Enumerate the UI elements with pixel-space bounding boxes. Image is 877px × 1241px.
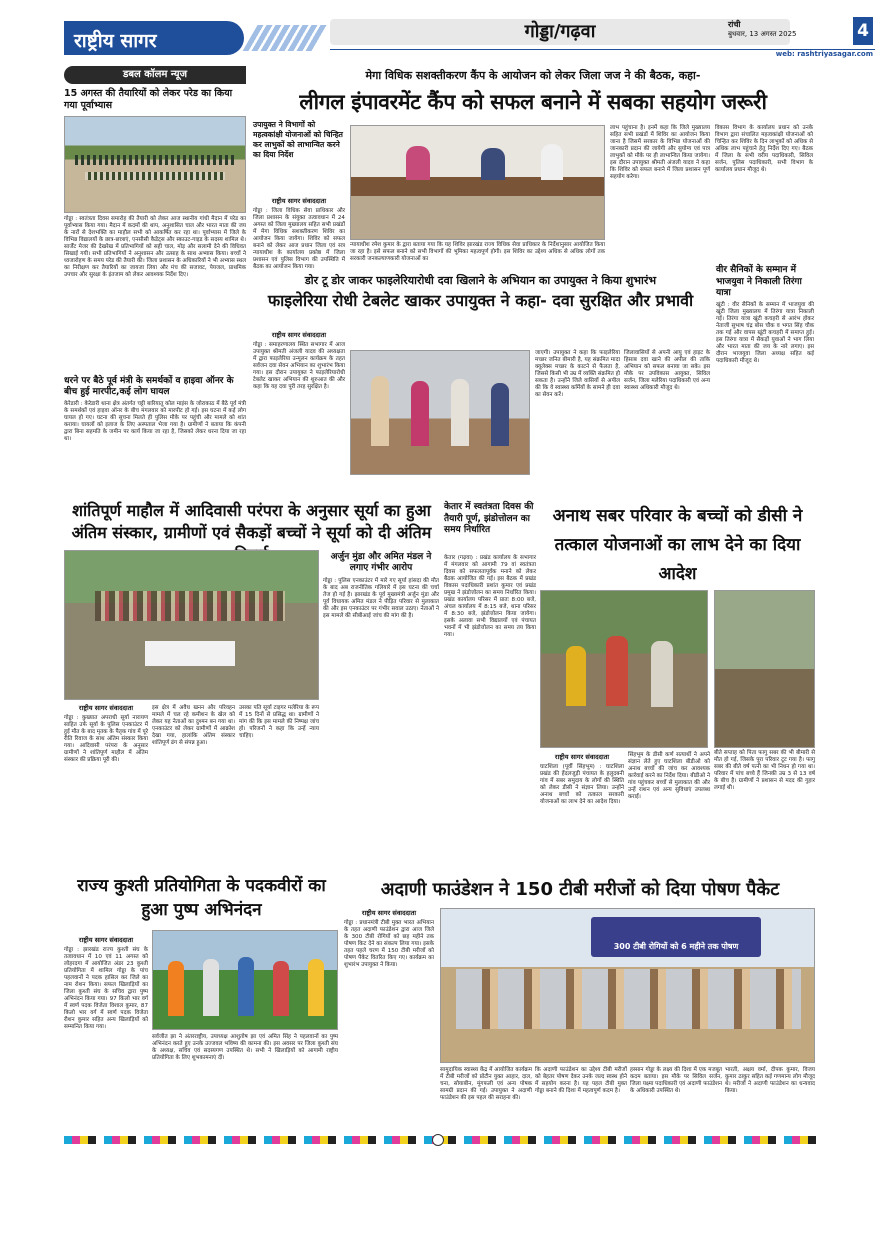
anath-photo-small (714, 590, 815, 748)
adani-col4: हस्सान गोड्डा के लक्ष्य की दिशा में एक मजबूत कदम बताया। इस मौके पर सिविल सर्जन, जिला यक्ष्मा पदाधिकारी एवं अदाणी फाउंडेशन के अधिकारी उपस्थित थे। (630, 1067, 722, 1094)
masthead (60, 17, 877, 61)
kedar-body: केतार (गढ़वा) : प्रखंड कार्यालय के सभागार में मंगलवार को आगामी 79 वां स्वतंत्रता दिवस को सफलतापूर्वक मनाने को लेकर बैठक आयोजित की गई। इस बैठक में प्रखंड विकास पदाधिकारी प्रशांत कुमार एवं प्रखंड प्रमुख ने झंडोत्तोलन का समय निर्धारित किया। प्रखंड कार्यालय परिसर में प्रातः 8:00 बजे, अंचल कार्यालय में 8:15 बजे, थाना परिसर में 8:30 बजे, झंडोत्तोलन किया जायेगा। इसके अलावा सभी विद्यालयों एवं पंचायत भवनों में भी झंडोत्तोलन का समय तय किया गया। (444, 555, 536, 638)
filaria-kicker: डोर टू डोर जाकर फाइलेरियारोधी दवा खिलाने के अभियान का उपायुक्त ने किया शुभारंभ (304, 274, 657, 287)
adivasi-col4: गोड्डा : पुलिस एनकाउंटर में मारे गए सूर्या हांसदा की मौत के बाद अब राजनीतिक गलियारे में इस घटना की चर्चा तेज हो गई है। झारखंड के पूर्व मुख्यमंत्री अर्जुन मुंडा और पूर्व विधायक अमित मंडल ने पीड़ित परिवार से मुलाकात की और इस एनकाउंटर पर गंभीर सवाल उठाए। नेताओं ने इस मामले की सीबीआई जांच की मांग की है। (323, 578, 439, 619)
top-subhead: उपायुक्त ने विभागों को महत्वकांक्षी योजनाओं को चिन्हित कर लाभुकों को लाभान्वित करने का दिया निर्देश (253, 120, 343, 159)
page-number: 4 (857, 21, 869, 41)
section-banner (330, 19, 790, 45)
adani-banner-text: 300 टीबी रोगियों को 6 महीने तक पोषण (613, 942, 739, 951)
anath-col3: बीते सप्ताह को पिता फागु सबर की भी बीमारी से मौत हो गई, जिसके पूरा परिवार टूट गया है। फागु सबर की बीते वर्ष पत्नी का भी निधन हो गया था। परिवार में पांच बच्चे हैं जिनकी उम्र 3 से 13 वर्ष के बीच है। ग्रामीणों ने प्रशासन से मदद की गुहार लगाई थी। (714, 750, 815, 791)
filaria-col2: जाएगी। उपायुक्त ने कहा कि फाइलेरिया मच्छर जनित बीमारी है, यह संक्रमित मादा क्यूलेक्स मच्छर के काटने से फैलता है, जिससे किसी भी उम्र में व्यक्ति संक्रमित हो सकता है। उन्होंने जिले वासियों से अपील की कि वे स्वास्थ्य कर्मियों के सामने ही दवा का सेवन करें। (535, 350, 620, 398)
adani-photo (440, 908, 815, 1063)
section-title: गोड्डा/गढ़वा (524, 21, 596, 42)
top-kicker: मेगा विधिक सशक्तीकरण कैंप के आयोजन को लेकर जिला जज ने की बैठक, कहा- (365, 69, 701, 82)
parade-headline: 15 अगस्त की तैयारियों को लेकर परेड का किया गया पूर्वाभ्यास (64, 88, 233, 111)
anath-photo (540, 590, 708, 748)
top-col1: गोड्डा : जिला विधिक सेवा प्राधिकार और जिला प्रशासन के संयुक्त तत्वावधान में 24 अगस्त को जिला मुख्यालय सहित सभी प्रखंडों में मेगा विधिक सशक्तीकरण शिविर का आयोजन किया जायेगा। शिविर को सफल बनाने को लेकर आज प्रधान जिला एवं सत्र न्यायाधीश के कार्यालय प्रकोष्ठ में जिला प्रशासन एवं पुलिस विभाग की उपस्थिति में बैठक का आयोजन किया गया। (253, 208, 345, 270)
top-col4: विकास विभाग के कार्यालय प्रधान को उनके विभाग द्वारा संचालित महत्वकांक्षी योजनाओं को चिन्हित कर शिविर के दिन लाभुकों को अधिक से अधिक लाभ पहुंचाने हेतु निर्देश दिए गए। बैठक में जिला के सभी वरीय पदाधिकारी, सिविल सर्जन, पुलिस पदाधिकारी, सभी विभाग के कार्यालय प्रधान मौजूद थे। (715, 125, 813, 173)
adani-col3: कि अदाणी फाउंडेशन का उद्देश्य टीबी मरीजों को बेहतर पोषण देकर उनके जल्द स्वस्थ होने में सहयोग करना है। यह पहल टीबी मुक्त गोड्डा बनाने की दिशा में महत्वपूर्ण कदम है। (535, 1067, 627, 1094)
parade-body: गोड्डा : स्वतंत्रता दिवस समारोह की तैयारी को लेकर आज स्थानीय गांधी मैदान में परेड का पूर्वाभ्यास किया गया। मैदान में कदमों की थाप, अनुशासित चाल और भारत माता की जय के नारों से देशभक्ति का माहौल सभी को आकर्षित कर रहा था। पूर्वाभ्यास में जिले के विभिन्न विद्यालयों के छात्र-छात्राएं, एनसीसी कैडेट्स और स्काउट-गाइड के सदस्य शामिल थे। सार्जेंट मेजर की देखरेख में प्रतिभागियों को सही चाल, मोड़ और सलामी देने की विधिवत सिखाई गयी। सभी प्रतिभागियों ने अनुशासन और उत्साह के साथ अभ्यास किया। बच्चों ने ध्वजारोहण के समय परेड की तैयारी की। जिला प्रशासन के अधिकारियों ने भी अभ्यास स्थल का निरीक्षण कर तैयारियों का जायजा लिया और मंच की सजावट, पेयजल, प्राथमिक उपचार और सुरक्षा के इंतजाम को लेकर आवश्यक निर्देश दिए। (64, 216, 246, 278)
veer-body: खूंटी : वीर सैनिकों के सम्मान में भाजयुवा की खूंटी जिला मुख्यालय में तिरंगा यात्रा निकाली गई। तिरंगा यात्रा खूंटी कचहरी से आरंभ होकर नेताजी सुभाष चंद्र बोस चौक व भगत सिंह चौक तक गई और वापस खूंटी कचहरी में समाप्त हुई। इस तिरंगा यात्रा में सैकड़ों युवाओं ने भाग लिया और भारत माता की जय के नारे लगाए। इस दौरान भाजयुवा जिला अध्यक्ष सहित कई पदाधिकारी मौजूद थे। (716, 302, 814, 364)
adivasi-photo (64, 550, 319, 700)
web-bar (330, 49, 875, 59)
filaria-headline: फाइलेरिया रोधी टेबलेट खाकर उपायुक्त ने कहा- दवा सुरक्षित और प्रभावी (267, 291, 694, 310)
kushti-byline: राष्ट्रीय सागर संवाददाता (78, 936, 134, 944)
adani-col1: गोड्डा : प्रधानमंत्री टीबी मुक्त भारत अभियान के तहत अदाणी फाउंडेशन द्वारा आज जिले के 300 टीबी रोगियों को छह महीने तक पोषण किट देने का संकल्प लिया गया। इसके तहत पहले चरण में 150 टीबी मरीजों को पोषण पैकेट वितरित किए गए। कार्यक्रम का शुभारंभ उपायुक्त ने किया। (344, 920, 434, 968)
filaria-byline: राष्ट्रीय सागर संवाददाता (271, 331, 327, 339)
dharna-headline: धरने पर बैठे पूर्व मंत्री के समर्थकों व हाइवा ऑनर के बीच हुई मारपीट,कई लोग घायल (64, 376, 234, 397)
kushti-headline: राज्य कुश्ती प्रतियोगिता के पदकवीरों का हुआ पुष्प अभिनंदन (77, 876, 326, 920)
adani-banner (591, 917, 761, 957)
adani-col2: सामुदायिक स्वास्थ्य केंद्र में आयोजित कार्यक्रम में टीबी मरीजों को प्रोटीन युक्त आहार, दाल, चना, सोयाबीन, मूंगफली एवं अन्य पोषक सामग्री प्रदान की गई। उपायुक्त ने अदाणी फाउंडेशन की इस पहल की सराहना की। (440, 1067, 532, 1101)
web-url: web: rashtriyasagar.com (775, 50, 873, 58)
veer-headline: वीर सैनिकों के सम्मान में भाजयुवा ने निकाली तिरंगा यात्रा (716, 265, 802, 298)
filaria-col3: जिलावासियों से अपनी आयु एवं हाइट के हिसाब दवा खाने की अपील की ताकि अभियान को सफल बनाया जा सके। इस मौके पर उपविकास आयुक्त, सिविल सर्जन, जिला मलेरिया पदाधिकारी एवं अन्य स्वास्थ्य अधिकारी मौजूद थे। (624, 350, 710, 391)
top-byline: राष्ट्रीय सागर संवाददाता (271, 197, 327, 205)
parade-photo (64, 116, 246, 213)
filaria-col1: गोड्डा : समाहरणालय स्थित सभागार में आज उपायुक्त श्रीमती अंजली यादव की अध्यक्षता में द्वारा फाइलेरिया उन्मूलन कार्यक्रम के तहत सर्वजन दवा सेवन अभियान का शुभारंभ किया गया। इस दौरान उपायुक्त ने फाइलेरियारोधी टेबलेट खाकर अभियान की शुरुआत की और कहा कि यह दवा पूरी तरह सुरक्षित है। (253, 342, 345, 390)
anath-col1: घाटशिला (पूर्वी सिंहभूम) : घाटशिला प्रखंड की हेंदलजुड़ी पंचायत के हलुदबनी गांव में सबर समुदाय के लोगों की स्थिति को लेकर डीसी ने संज्ञान लिया। उन्होंने अनाथ बच्चों को तत्काल सरकारी योजनाओं का लाभ देने का आदेश दिया। (540, 764, 624, 805)
page-number-box (853, 17, 873, 45)
kushti-photo (152, 930, 338, 1030)
double-column-label (64, 66, 246, 84)
top-headline: लीगल इंपावरमेंट कैंप को सफल बनाने में सबका सहयोग जरूरी (299, 90, 767, 114)
dharna-body: केरेडारी : केरेडारी थाना क्षेत्र अंतर्गत चट्टी बारियातू कोल माइंस के जोराकाठ में बैठे पूर्व मंत्री के समर्थकों एवं हाइवा ऑनर के बीच मंगलवार को मारपीट हो गई। इस घटना में कई लोग घायल हो गए। घटना की सूचना मिलते ही पुलिस मौके पर पहुंची और मामले को शांत कराया। घायलों को इलाज के लिए अस्पताल भेजा गया है। ग्रामीणों ने बताया कि कंपनी द्वारा बिना सहमति के जमीन पर कार्य किया जा रहा है, जिसको लेकर धरना दिया जा रहा था। (64, 401, 246, 442)
paper-name: राष्ट्रीय सागर (74, 30, 157, 52)
kushti-col1: गोड्डा : झारखंड राज्य कुश्ती संघ के तत्वावधान में 10 एवं 11 अगस्त को लोहरदगा में आयोजित अंडर 23 कुश्ती प्रतियोगिता में शामिल गोड्डा के पांच पहलवानों ने पदक हासिल कर जिले का नाम रोशन किया। सफल खिलाड़ियों का जिला कुश्ती संघ के सचिव द्वारा पुष्प अभिनंदन किया गया। 97 किलो भार वर्ग में स्वर्ण पदक विजेता विशाल कुमार, 87 किलो भार वर्ग में स्वर्ण पदक विजेता रौशन कुमार सहित अन्य खिलाड़ियों को सम्मानित किया गया। (64, 947, 148, 1030)
date: बुधवार, 13 अगस्त 2025 (728, 30, 797, 38)
filaria-photo (350, 350, 530, 475)
footer-registration-icon (432, 1134, 444, 1146)
adani-byline: राष्ट्रीय सागर संवाददाता (361, 909, 417, 917)
top-col2: न्यायाधीश रमेश कुमार के द्वारा बताया गया कि यह शिविर झारखंड राज्य विधिक सेवा प्राधिकार के निर्देशानुसार आयोजित किया जा रहा है। इसे सफल बनाने को सभी विभागों की भूमिका महत्वपूर्ण होगी। इस शिविर का उद्देश्य अधिक से अधिक लोगों तक सरकारी जनकल्याणकारी योजनाओं का (350, 242, 605, 262)
masthead-dots-icon (242, 25, 327, 51)
top-photo-meeting (350, 125, 605, 240)
top-col3: लाभ पहुंचाना है। इनमें कहा कि जिले मुख्यालय सहित सभी प्रखंडों में शिविर का आयोजन किया जाना है जिसमें सरकार के विभिन्न योजनाओं की जानकारी प्रदान की जायेगी और सुयोग्य एवं पात्र लाभुकों को मौके पर ही लाभान्वित किया जायेगा। इस दौरान उपायुक्त श्रीमती अंजली यादव ने कहा कि शिविर को सफल बनाने में जिला प्रशासन पूर्ण सहयोग करेगा। (610, 125, 710, 180)
adivasi-col1: गोड्डा : कुख्यात अपराधी सूर्या नारायण साहित उर्फ सूर्या के पुलिस एनकाउंटर में हुई मौत के बाद मृतक के पैतृक गांव में पूरे रीति रिवाज के साथ अंतिम संस्कार किया गया। आदिवासी परंपरा के अनुसार ग्रामीणों ने शांतिपूर्ण माहौल में अंतिम संस्कार की प्रक्रिया पूरी की। (64, 715, 148, 763)
anath-headline: अनाथ सबर परिवार के बच्चों को डीसी ने तत्काल योजनाओं का लाभ देने का दिया आदेश (552, 506, 803, 584)
adivasi-byline: राष्ट्रीय सागर संवाददाता (78, 704, 134, 712)
adani-headline: अदाणी फाउंडेशन ने 150 टीबी मरीजों को दिया पोषण पैकेट (380, 879, 780, 900)
city: रांची (728, 20, 741, 29)
kushti-col2: सर्वजीत झा ने अंतरराष्ट्रीय, उपाध्यक्ष आशुतोष झा एवं अमित सिंह ने पहलवानों का पुष्प अभिनंदन करते हुए उनके उज्जवल भविष्य की कामना की। इस अवसर पर जिला कुश्ती संघ के अध्यक्ष, सचिव एवं सदस्यगण उपस्थित थे। सभी ने खिलाड़ियों को आगामी राष्ट्रीय प्रतियोगिता के लिए शुभकामनाएं दीं। (152, 1034, 338, 1061)
anath-byline: राष्ट्रीय सागर संवाददाता (554, 753, 610, 761)
kedar-headline: केतार में स्वतंत्रता दिवस की तैयारी पूर्ण, झंडोत्तोलन का समय निर्धारित (444, 502, 534, 535)
adani-col5: भारती, अक्षय वर्मा, दीपक कुमार, विजय कुमार ठाकुर सहित कई गणमान्य लोग मौजूद थे। मरीजों ने अदाणी फाउंडेशन का धन्यवाद किया। (725, 1067, 815, 1094)
adivasi-headline: शांतिपूर्ण माहौल में आदिवासी परंपरा के अनुसार सूर्या का हुआ अंतिम संस्कार, ग्रामीणों एवं सैकड़ों बच्चों ने सूर्या को दी अंतिम (71, 501, 432, 542)
double-column-label-text: डबल कॉलम न्यूज (122, 69, 187, 80)
adivasi-subhead: अर्जुन मुंडा और अमित मंडल ने लगाए गंभीर आरोप (330, 552, 432, 573)
adivasi-col2: इस क्षेत्र में अवैध खनन और परिवहन मामले में चल रहे कमीशन के खेल को लेकर यह नेताओं का दुश्मन बन गया था। एनकाउंटर को लेकर ग्रामीणों में आक्रोश देखा गया, हालांकि अंतिम संस्कार शांतिपूर्ण ढंग से संपन्न हुआ। (152, 705, 235, 746)
anath-col2: सिंहभूम के डीसी कर्ण सत्यार्थी ने अपने संज्ञान लेते हुए घाटशिला बीडीओ को अनाथ बच्चों की जांच कर आवश्यक कार्रवाई करने का निर्देश दिया। बीडीओ ने गांव पहुंचकर बच्चों से मुलाकात की और उन्हें राशन एवं अन्य सुविधाएं उपलब्ध कराईं। (628, 752, 710, 800)
adivasi-col3: उसका पति सूर्या टाइगर मलेरिया के रूप में 15 दिनों से प्रसिद्ध था। ग्रामीणों ने मांग की कि इस मामले की निष्पक्ष जांच हो। परिजनों ने कहा कि उन्हें न्याय चाहिए। (239, 705, 319, 739)
paper-name-banner (64, 21, 244, 55)
